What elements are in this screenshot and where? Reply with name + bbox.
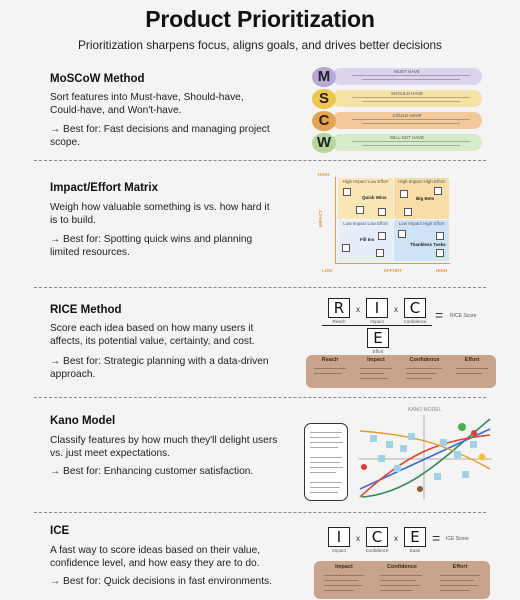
kano-curve-reverse <box>360 431 490 469</box>
moscow-letter-c: C <box>312 111 336 131</box>
quadrant-big-bets: High Impact High Effort Big Bets <box>394 178 449 219</box>
matrix-x-low: LOW <box>322 268 333 273</box>
moscow-title: MoSCoW Method <box>50 73 145 85</box>
ice-formula: I Impact x C Confidence x E Ease = ICE Score Impact Confidence Effort <box>314 525 494 600</box>
kano-notes-card <box>304 423 348 501</box>
moscow-description: Sort features into Must-have, Should-have, Could-have, and Won't-have. <box>50 92 244 116</box>
kano-best-for: → Best for: Enhancing customer satisfaction. <box>50 466 254 477</box>
section-divider <box>34 287 486 288</box>
ice-title: ICE <box>50 525 70 537</box>
ice-score-label: ICE Score <box>446 536 469 542</box>
moscow-letter-s: S <box>312 89 336 109</box>
page-subtitle: Prioritization sharpens focus, aligns goals, and drives better decisions <box>78 38 442 52</box>
page-title: Product Prioritization <box>145 6 375 32</box>
matrix-y-high: HIGH <box>318 172 330 177</box>
rice-box-e: E <box>367 328 389 348</box>
rice-best-for: → Best for: Strategic planning with a data-driven approach. <box>50 356 269 380</box>
ice-box-c: C <box>366 527 388 547</box>
kano-diagram <box>300 405 500 505</box>
matrix-x-high: HIGH <box>436 268 448 273</box>
kano-description: Classify features by how much they'll delight users vs. just meet expectations. <box>50 435 278 459</box>
kano-curves <box>350 411 498 503</box>
matrix-x-axis: EFFORT <box>384 268 402 273</box>
wont-have-label: WILL NOT HAVE <box>389 135 425 140</box>
rice-description: Score each idea based on how many users it affects, its potential value, certainty, and cost. <box>50 323 255 347</box>
ice-best-for: → Best for: Quick decisions in fast environments. <box>50 576 272 587</box>
rice-box-c: C <box>404 298 426 318</box>
ice-description: A fast way to score ideas based on their value, confidence level, and how easy they are to do. <box>50 545 261 569</box>
kano-chart-title: KANO MODEL <box>408 407 442 413</box>
impact-effort-description: Weigh how valuable something is vs. how hard it is to build. <box>50 202 270 226</box>
kano-title: Kano Model <box>50 415 116 427</box>
section-divider <box>34 160 486 161</box>
moscow-diagram <box>312 67 484 155</box>
quadrant-fill-ins: Low Impact Low Effort Fill Ins <box>338 220 393 261</box>
matrix-y-axis: IMPACT <box>317 210 323 227</box>
impact-effort-matrix <box>318 170 468 282</box>
ice-table: Impact Confidence Effort <box>314 561 490 599</box>
could-have-label: COULD HAVE <box>392 113 422 118</box>
should-have-label: SHOULD HAVE <box>391 91 423 96</box>
quadrant-thankless-tasks: Low Impact High Effort Thankless Tasks <box>394 220 449 261</box>
must-have-label: MUST HAVE <box>394 69 420 74</box>
rice-formula: R Reach x I Impact x C Confidence = RICE Score E Effort Reach Impact Confidence Effort <box>304 296 499 390</box>
moscow-best-for: → Best for: Fast decisions and managing project scope. <box>50 124 270 148</box>
moscow-letter-w: W <box>312 133 336 153</box>
rice-table: Reach Impact Confidence Effort <box>306 355 496 388</box>
rice-title: RICE Method <box>50 304 122 316</box>
section-divider <box>34 512 486 513</box>
must-have-bar <box>332 68 482 85</box>
impact-effort-best-for: → Best for: Spotting quick wins and planning limited resources. <box>50 234 253 258</box>
ice-box-e: E <box>404 527 426 547</box>
moscow-letter-m: M <box>312 67 336 87</box>
impact-effort-title: Impact/Effort Matrix <box>50 182 158 194</box>
ice-box-i: I <box>328 527 350 547</box>
section-divider <box>34 397 486 398</box>
wont-have-bar <box>332 134 482 151</box>
quadrant-quick-wins: High Impact Low Effort Quick Wins <box>338 178 393 219</box>
rice-box-r: R <box>328 298 350 318</box>
rice-box-i: I <box>366 298 388 318</box>
rice-score-label: RICE Score <box>450 313 477 319</box>
could-have-bar <box>332 112 482 129</box>
should-have-bar <box>332 90 482 107</box>
